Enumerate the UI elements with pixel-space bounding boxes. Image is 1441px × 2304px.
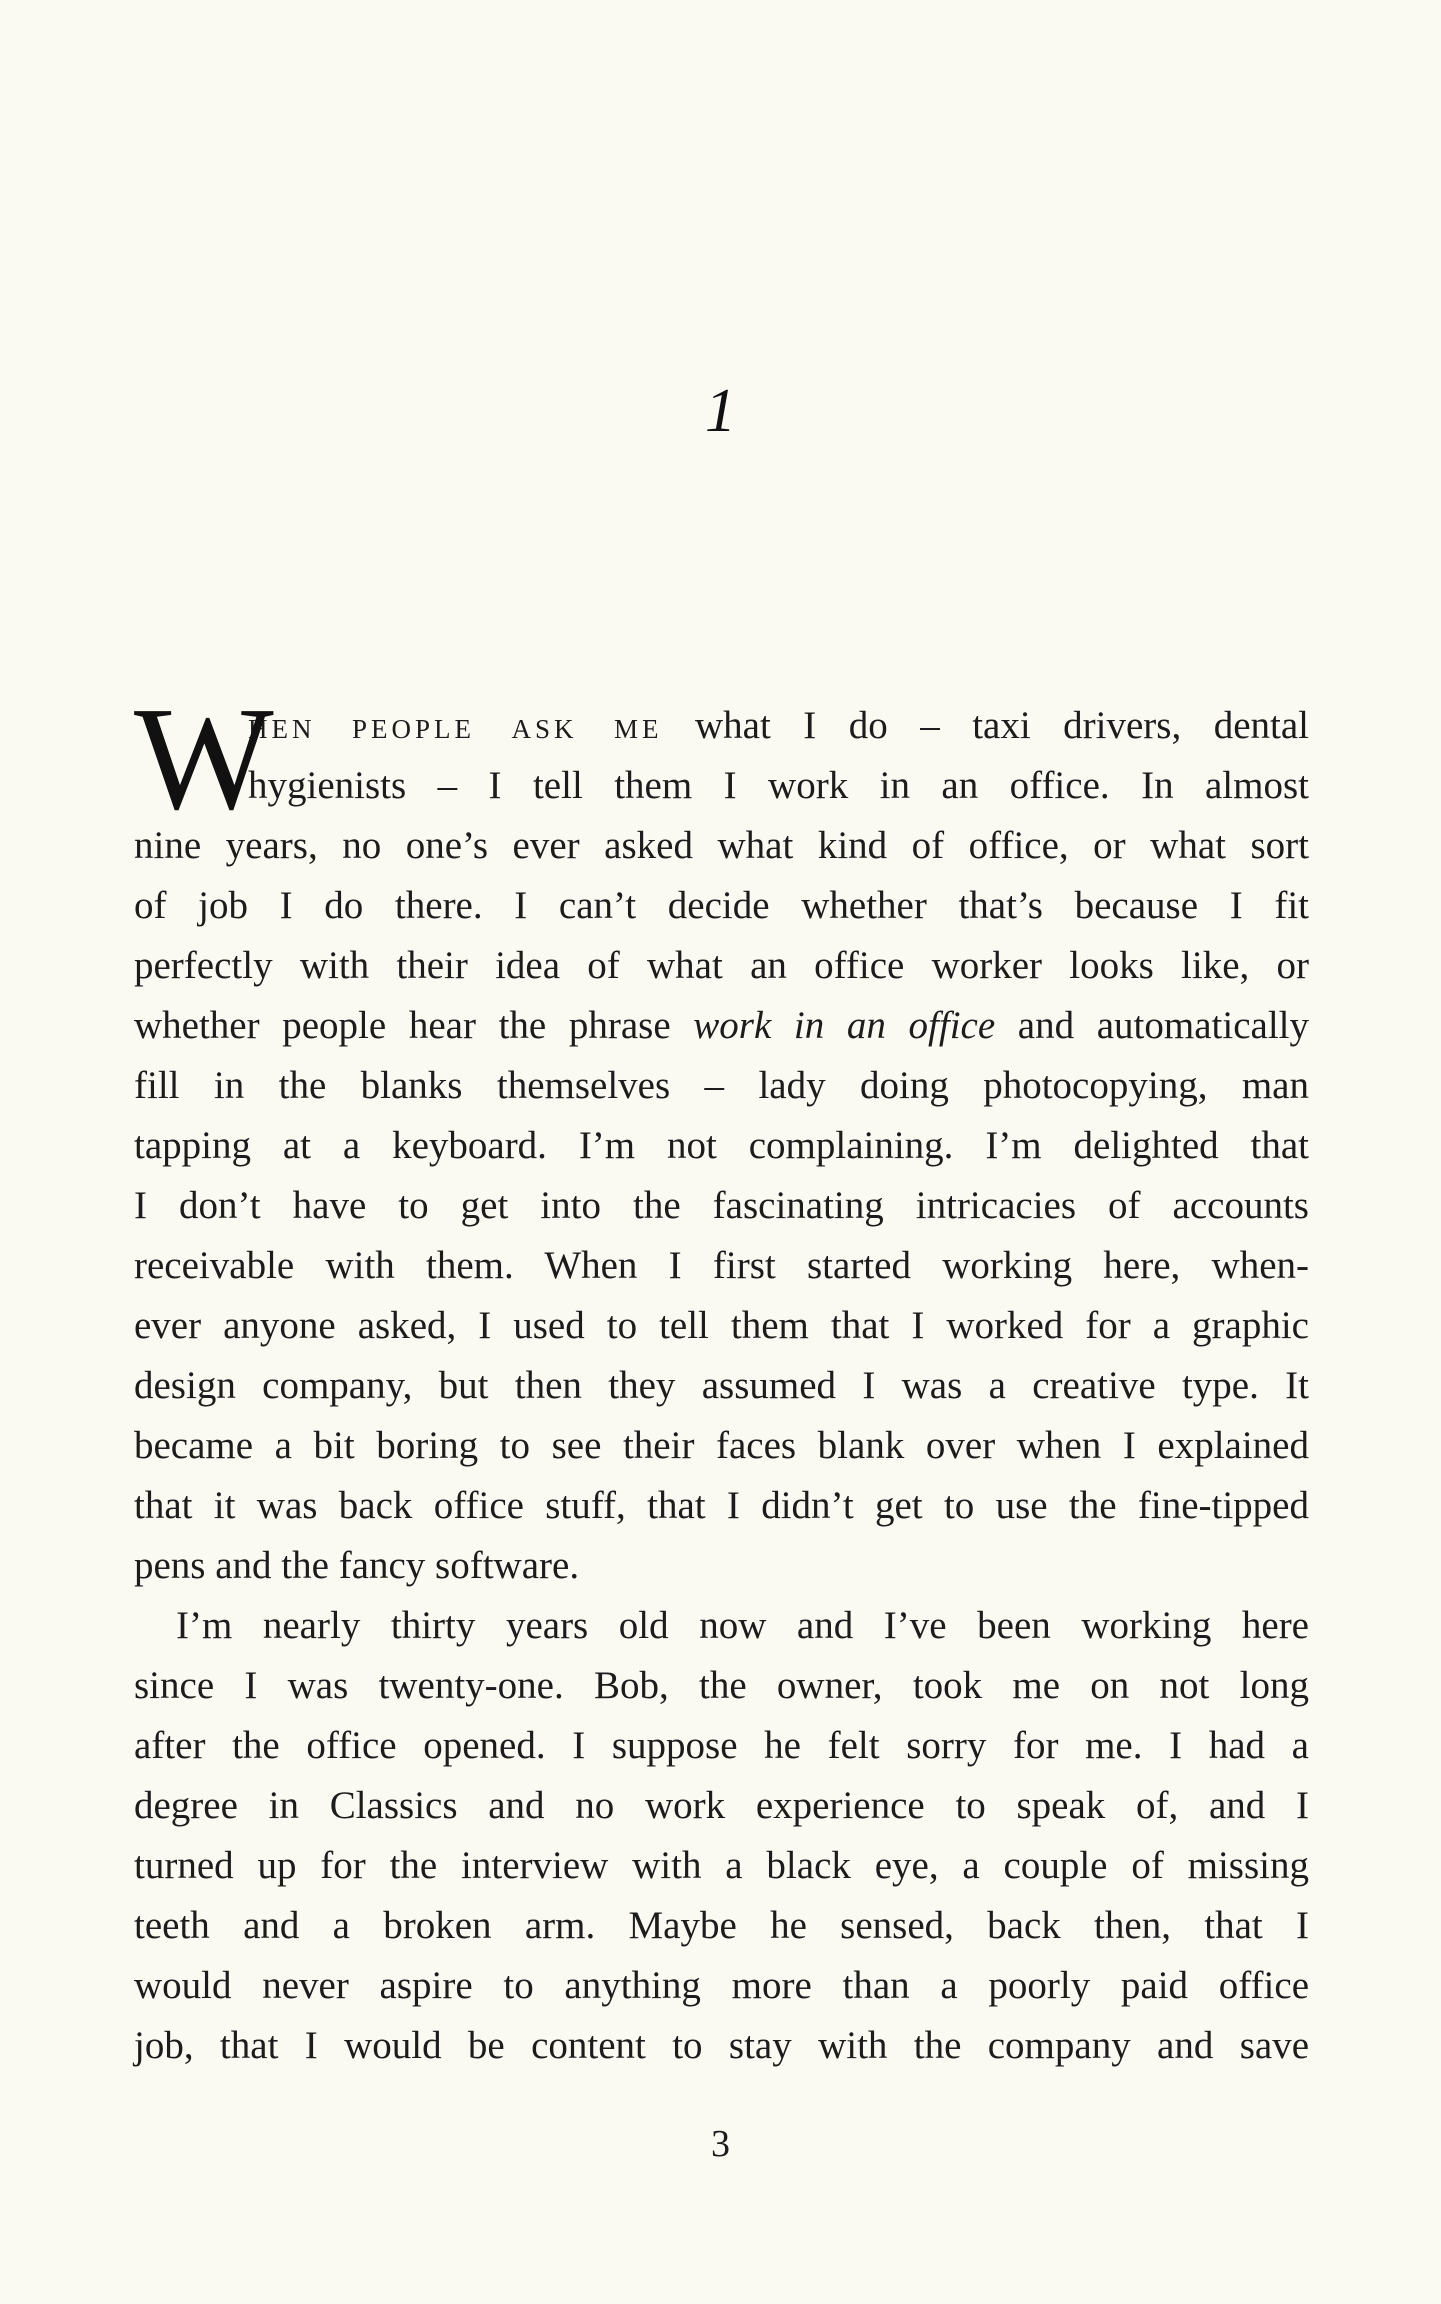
text-line-22: would never aspire to anything more than a poorly paid office <box>134 1964 1309 2007</box>
text-line-16: I’m nearly thirty years old now and I’ve been working here <box>176 1604 1309 1647</box>
text-line-2: hygienists – I tell them I work in an office. In almost <box>248 764 1309 807</box>
text-line-20: turned up for the interview with a black eye, a couple of missing <box>134 1844 1309 1887</box>
lead-in-small-caps: hen people ask me <box>248 704 663 747</box>
text-line-9: I don’t have to get into the fascinating intricacies of accounts <box>134 1184 1309 1227</box>
text-line-12: design company, but then they assumed I was a creative type. It <box>134 1364 1309 1407</box>
body-text <box>134 677 1310 2076</box>
page-number: 3 <box>711 2123 730 2165</box>
chapter-number: 1 <box>705 377 736 445</box>
italic-phrase: work in an office <box>693 1004 996 1047</box>
text-line-15: pens and the fancy software. <box>134 1544 580 1587</box>
text-line-4: of job I do there. I can’t decide whether that’s because I fit <box>134 884 1309 927</box>
text-line-1-rest: what I do – taxi drivers, dental <box>662 704 1310 747</box>
text-line-21: teeth and a broken arm. Maybe he sensed, back then, that I <box>134 1904 1309 1947</box>
text-line-17: since I was twenty-one. Bob, the owner, took me on not long <box>134 1664 1309 1707</box>
text-line-13: became a bit boring to see their faces blank over when I explained <box>134 1424 1309 1467</box>
drop-cap: W <box>134 677 274 841</box>
text-line-6 <box>134 996 1309 1056</box>
text-line-18: after the office opened. I suppose he felt sorry for me. I had a <box>134 1724 1309 1767</box>
text-line-10: receivable with them. When I first started working here, when- <box>134 1244 1309 1287</box>
text-line-3: nine years, no one’s ever asked what kind of office, or what sort <box>134 824 1309 867</box>
text-line-8: tapping at a keyboard. I’m not complaining. I’m delighted that <box>134 1124 1309 1167</box>
text-line-6-end: and automatically <box>995 1004 1309 1047</box>
text-line-19: degree in Classics and no work experience to speak of, and I <box>134 1784 1309 1827</box>
text-line-11: ever anyone asked, I used to tell them that I worked for a graphic <box>134 1304 1309 1347</box>
text-line-7: fill in the blanks themselves – lady doing photocopying, man <box>134 1064 1309 1107</box>
text-line-5: perfectly with their idea of what an office worker looks like, or <box>134 944 1309 987</box>
text-line-14: that it was back office stuff, that I didn’t get to use the fine-tipped <box>134 1484 1309 1527</box>
text-line-1 <box>134 696 1309 756</box>
text-line-6-start: whether people hear the phrase <box>134 1004 694 1047</box>
text-line-23: job, that I would be content to stay with the company and save <box>134 2024 1309 2067</box>
